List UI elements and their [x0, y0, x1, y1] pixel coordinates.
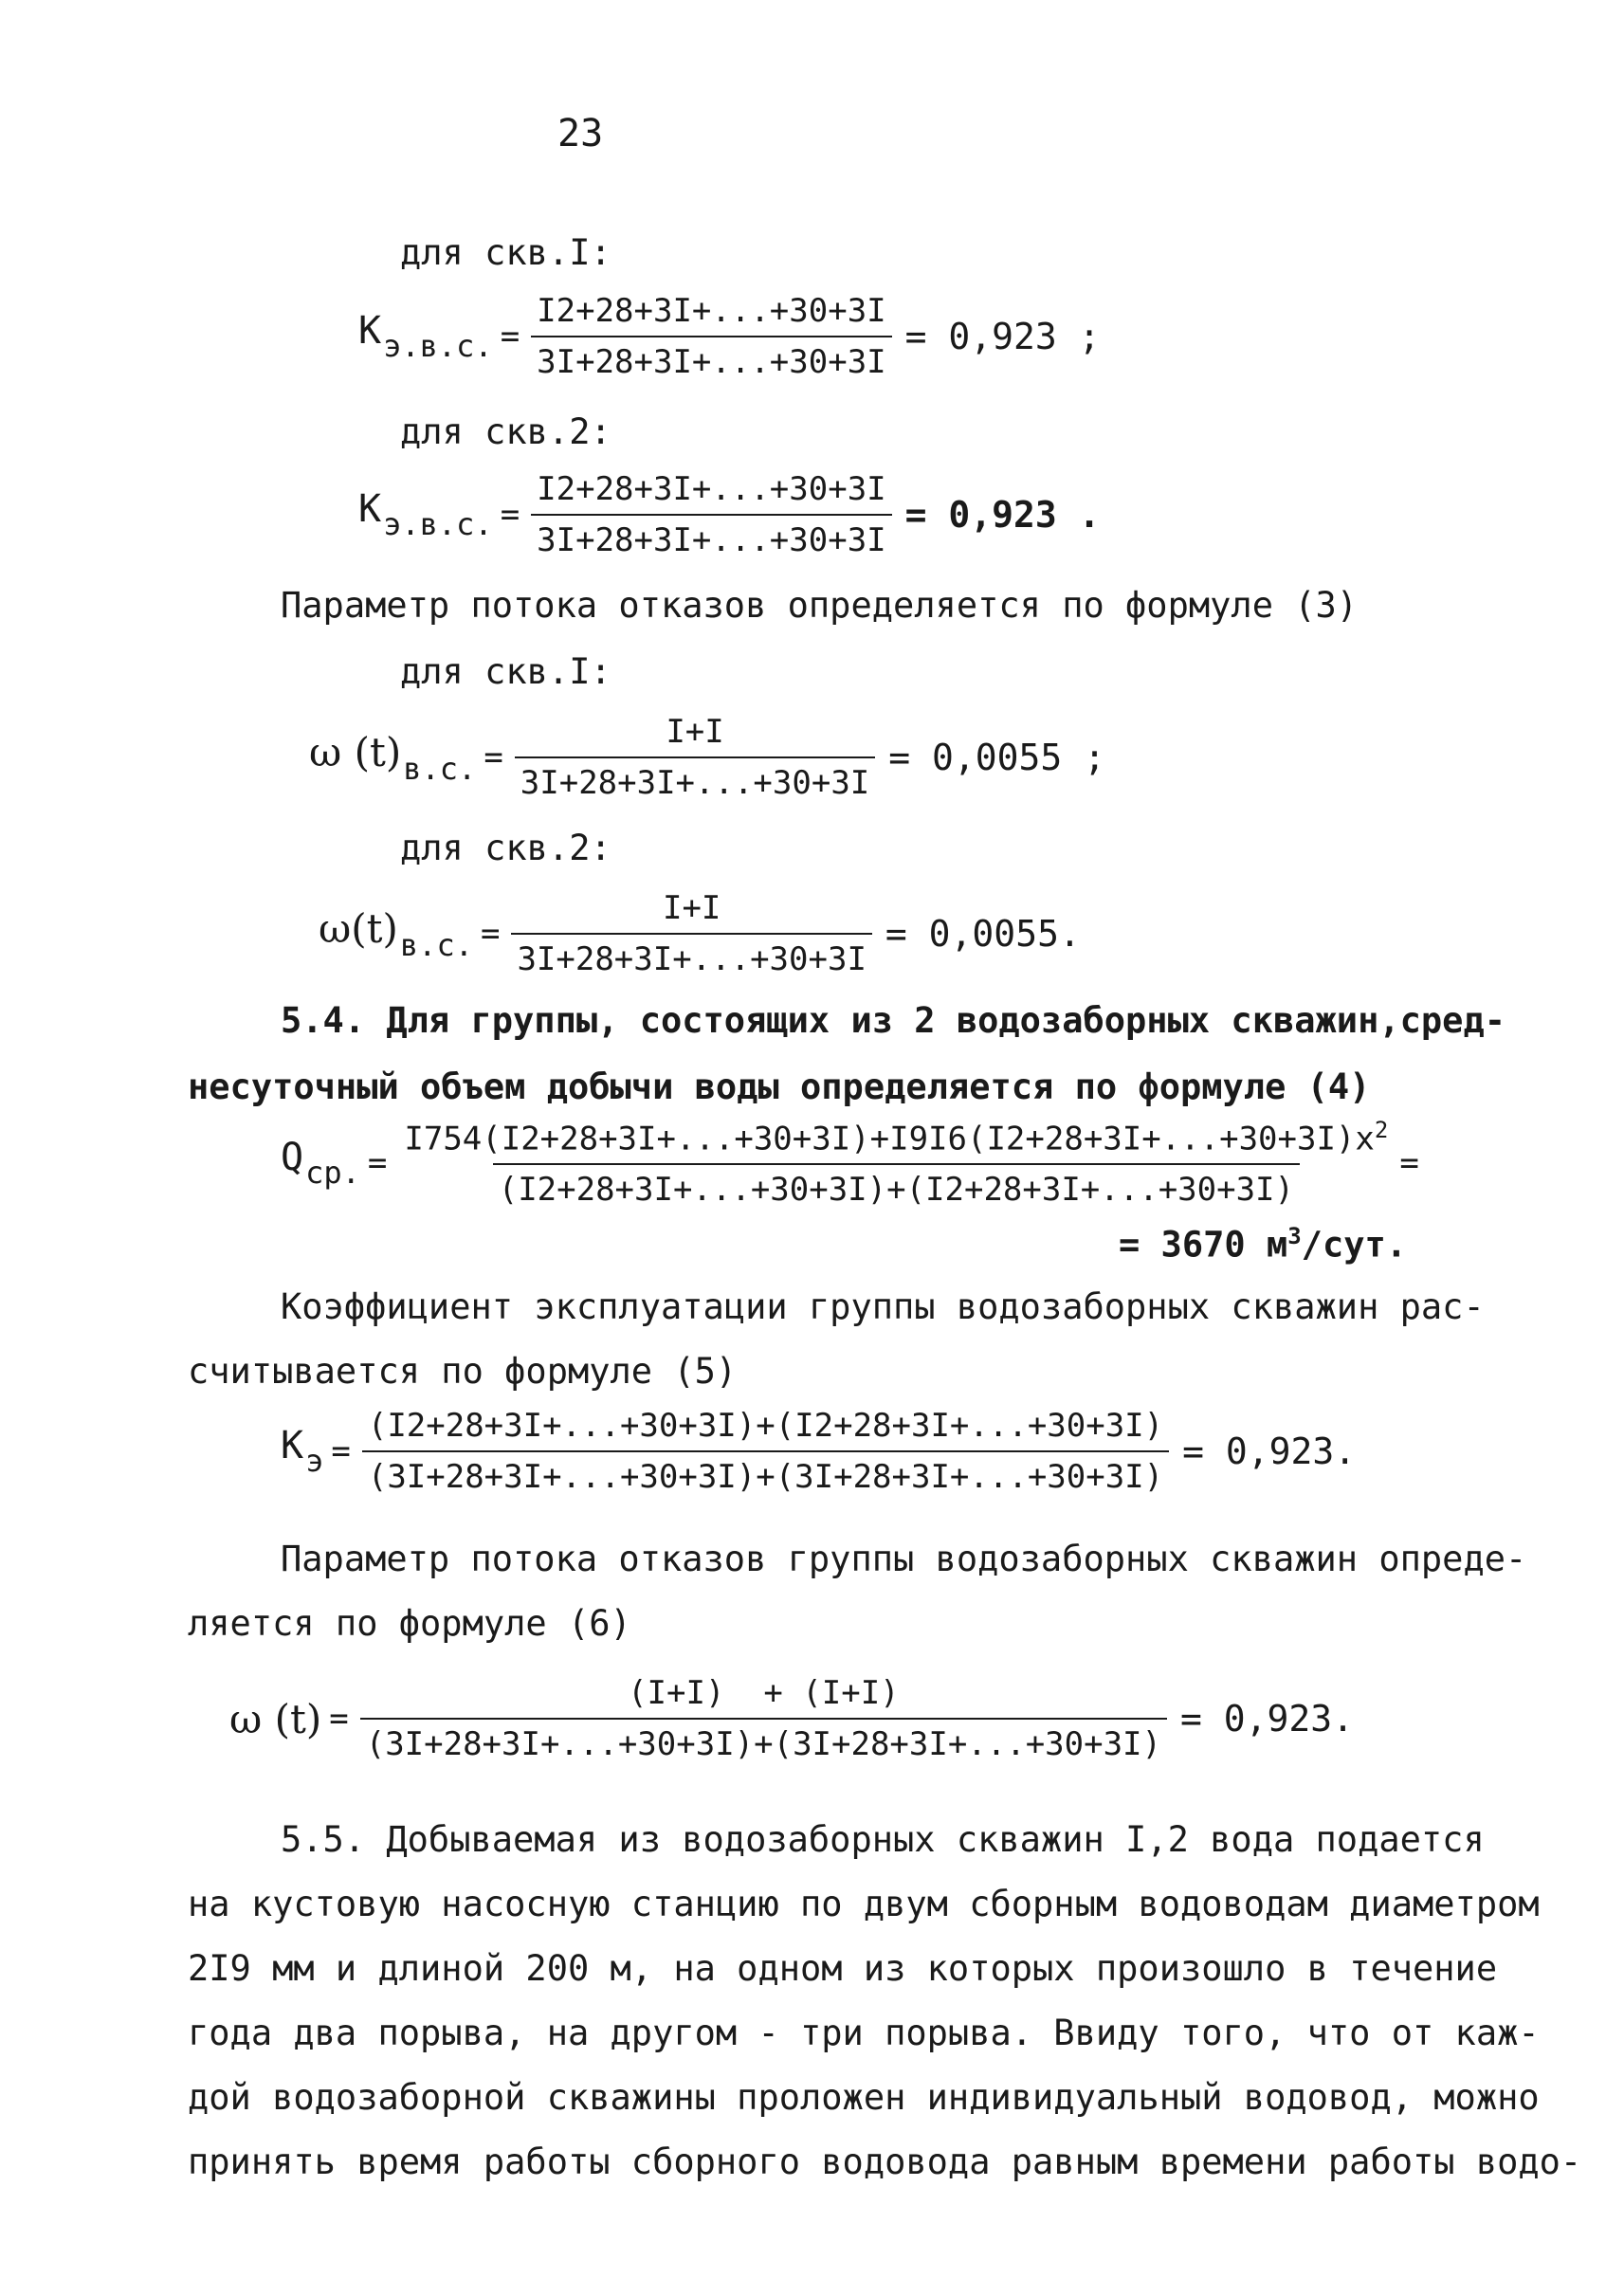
- formula-k-e-group: [281, 1407, 1356, 1496]
- equals-sign: =: [484, 738, 503, 776]
- denominator: 3I+28+3I+...+30+3I: [511, 933, 871, 978]
- denominator: 3I+28+3I+...+30+3I: [531, 514, 891, 559]
- denominator: (3I+28+3I+...+30+3I)+(3I+28+3I+...+30+3I): [362, 1450, 1169, 1496]
- fraction: [531, 470, 891, 559]
- group-failure-intro-line-1: Параметр потока отказов группы водозаборных скважин опреде-: [281, 1539, 1527, 1579]
- formula-omega-well-1: [309, 713, 1105, 802]
- fraction: [398, 1117, 1394, 1209]
- equals-sign: =: [480, 915, 501, 953]
- formula-result: = 0,0055.: [885, 913, 1081, 955]
- equals-sign: =: [329, 1700, 349, 1738]
- fraction: [360, 1674, 1167, 1763]
- section-5-4-line-2: несуточный объем добычи воды определяется по формуле (4): [188, 1066, 1371, 1107]
- section-5-4-line-1: 5.4. Для группы, состоящих из 2 водозаборных скважин,сред-: [281, 1000, 1506, 1041]
- formula-result: = 0,923.: [1180, 1698, 1355, 1740]
- well-2-label: для скв.2:: [400, 411, 611, 452]
- numerator: I2+28+3I+...+30+3I: [537, 470, 886, 508]
- well-1-label: для скв.I:: [400, 651, 611, 692]
- denominator: (I2+28+3I+...+30+3I)+(I2+28+3I+...+30+3I): [493, 1163, 1300, 1209]
- formula-lhs: $K_{э.в.с.}$: [358, 487, 493, 542]
- formula-omega-well-2: [319, 889, 1081, 978]
- section-5-5-line-5: дой водозаборной скважины проложен индивидуальный водовод, можно: [188, 2077, 1540, 2118]
- well-1-label: для скв.I:: [400, 232, 611, 273]
- equals-sign: =: [331, 1432, 351, 1470]
- numerator: $I754(I2+28+3I+...+30+3I)+I9I6(I2+28+3I+...+30+3I)x^2$: [404, 1117, 1389, 1158]
- denominator: 3I+28+3I+...+30+3I: [531, 336, 891, 381]
- numerator: I2+28+3I+...+30+3I: [537, 292, 886, 330]
- formula-k-evs-well-2: [358, 470, 1101, 559]
- formula-lhs: $\omega(t)_{в.с.}$: [319, 904, 473, 963]
- formula-result: = 0,923 .: [904, 494, 1101, 536]
- formula-lhs: ω $(t)_{в.с.}$: [309, 728, 477, 787]
- well-2-label: для скв.2:: [400, 828, 611, 868]
- equals-sign: =: [367, 1143, 388, 1182]
- numerator: I+I: [666, 713, 724, 751]
- equals-sign: =: [500, 318, 520, 355]
- section-5-5-line-2: на кустовую насосную станцию по двум сборным водоводам диаметром: [188, 1884, 1540, 1924]
- formula-k-evs-well-1: [358, 292, 1101, 381]
- denominator: (3I+28+3I+...+30+3I)+(3I+28+3I+...+30+3I): [360, 1718, 1167, 1763]
- fraction: [511, 889, 871, 978]
- numerator: (I+I) + (I+I): [628, 1674, 900, 1712]
- formula-lhs: ω (t): [229, 1695, 322, 1742]
- formula-result: = 0,923 ;: [904, 316, 1101, 357]
- numerator: I+I: [662, 889, 721, 927]
- section-5-5-line-6: принять время работы сборного водовода равным времени работы водо-: [188, 2141, 1582, 2182]
- section-5-5-line-3: 2I9 мм и длиной 200 м, на одном из которых произошло в течение: [188, 1948, 1498, 1989]
- failure-flow-intro: Параметр потока отказов определяется по формуле (3): [281, 585, 1359, 626]
- formula-lhs: $K_{э.в.с.}$: [358, 309, 493, 364]
- q-average-result: = 3670 $м^3$/сут.: [1119, 1223, 1408, 1266]
- numerator: (I2+28+3I+...+30+3I)+(I2+28+3I+...+30+3I): [367, 1407, 1164, 1445]
- formula-result: = 0,0055 ;: [888, 737, 1106, 778]
- formula-lhs: $K_э$: [281, 1424, 324, 1479]
- equals-sign: =: [500, 496, 520, 534]
- formula-continuation-sign: =: [1399, 1143, 1419, 1182]
- section-5-5-line-4: года два порыва, на другом - три порыва. Ввиду того, что от каж-: [188, 2013, 1540, 2053]
- formula-q-average: [281, 1117, 1419, 1209]
- fraction: [531, 292, 891, 381]
- coefficient-intro-line-1: Коэффициент эксплуатации группы водозаборных скважин рас-: [281, 1286, 1485, 1327]
- formula-lhs: $Q_{ср.}$: [281, 1135, 360, 1191]
- fraction: [362, 1407, 1169, 1496]
- denominator: 3I+28+3I+...+30+3I: [515, 756, 875, 802]
- formula-omega-group: [229, 1674, 1354, 1763]
- coefficient-intro-line-2: считывается по формуле (5): [188, 1351, 738, 1392]
- formula-result: = 0,923.: [1182, 1430, 1357, 1472]
- section-5-5-line-1: 5.5. Добываемая из водозаборных скважин I,2 вода подается: [281, 1819, 1485, 1860]
- fraction: [515, 713, 875, 802]
- group-failure-intro-line-2: ляется по формуле (6): [188, 1603, 631, 1644]
- page-number: 23: [557, 112, 604, 155]
